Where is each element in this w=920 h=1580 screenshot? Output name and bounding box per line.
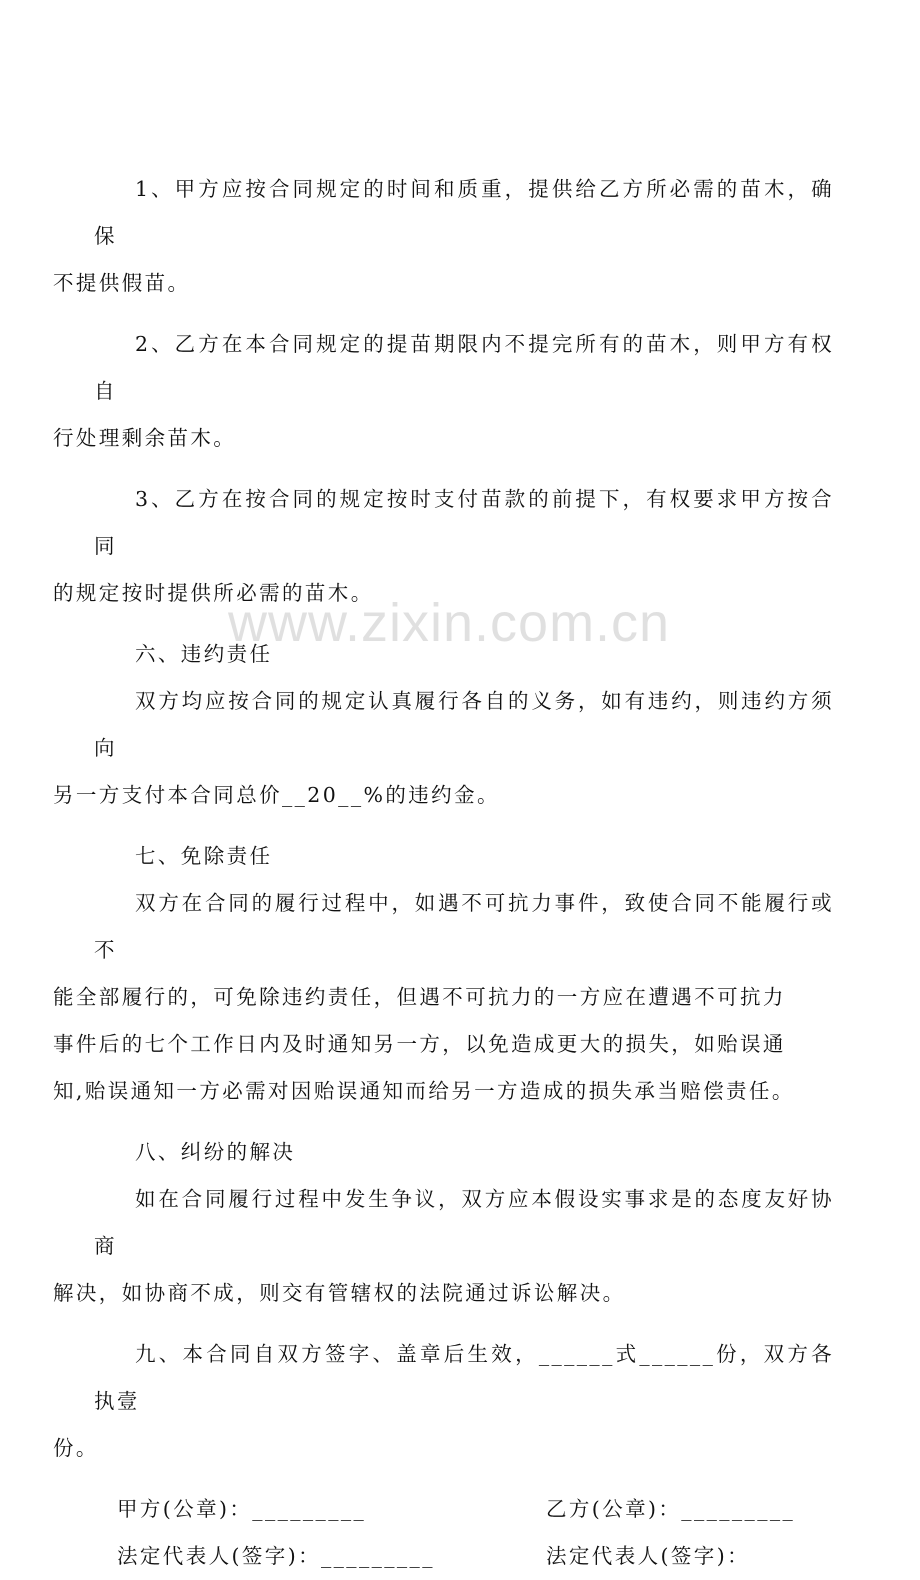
text-line: 如在合同履行过程中发生争议，双方应本假设实事求是的态度友好协商 [94,1187,834,1258]
text-line: 知,贻误通知一方必需对因贻误通知而给另一方造成的损失承当赔偿责任。 [53,1079,795,1103]
clause-exemption [53,880,834,1115]
heading-text: 七、免除责任 [135,844,273,868]
signature-row-representative [94,1533,834,1580]
section-heading-exemption [94,833,834,880]
text-line: 双方均应按合同的规定认真履行各自的义务，如有违约，则违约方须向 [94,689,834,760]
clause-breach [53,678,834,819]
text-line: 份。 [53,1436,99,1460]
text-line: 行处理剩余苗木。 [53,426,237,450]
party-a-seal-field: 甲方(公章)：_________ [117,1497,367,1521]
clause-effective [53,1331,834,1472]
text-line: 1、甲方应按合同规定的时间和质重，提供给乙方所必需的苗木，确保 [94,177,834,248]
text-line: 另一方支付本合同总价__20__%的违约金。 [53,783,500,807]
text-line: 2、乙方在本合同规定的提苗期限内不提完所有的苗木，则甲方有权自 [94,332,834,403]
text-line: 九、本合同自双方签字、盖章后生效，______式______份，双方各执壹 [94,1342,834,1413]
section-heading-dispute [94,1129,834,1176]
party-a-rep-field: 法定代表人(签字)：_________ [117,1544,435,1568]
text-line: 事件后的七个工作日内及时通知另一方，以免造成更大的损失，如贻误通 [53,1032,786,1056]
clause-1 [53,166,834,307]
contract-body [53,166,834,1580]
text-line: 能全部履行的，可免除违约责任，但遇不可抗力的一方应在遭遇不可抗力 [53,985,786,1009]
clause-dispute [53,1176,834,1317]
watermark: www.zixin.com.cn [228,593,671,653]
text-line: 不提供假苗。 [53,271,191,295]
clause-3 [53,476,834,617]
party-b-rep-field: 法定代表人(签字)： [546,1544,750,1568]
clause-2 [53,321,834,462]
text-line: 的规定按时提供所必需的苗木。 [53,581,374,605]
heading-text: 六、违约责任 [135,642,273,666]
signature-row-seal [94,1486,834,1533]
section-heading-breach [94,631,834,678]
party-b-seal-field: 乙方(公章)：_________ [546,1497,796,1521]
heading-text: 八、纠纷的解决 [135,1140,296,1164]
text-line: 3、乙方在按合同的规定按时支付苗款的前提下，有权要求甲方按合同 [94,487,834,558]
text-line: 解决，如协商不成，则交有管辖权的法院通过诉讼解决。 [53,1281,626,1305]
text-line: 双方在合同的履行过程中，如遇不可抗力事件，致使合同不能履行或不 [94,891,834,962]
